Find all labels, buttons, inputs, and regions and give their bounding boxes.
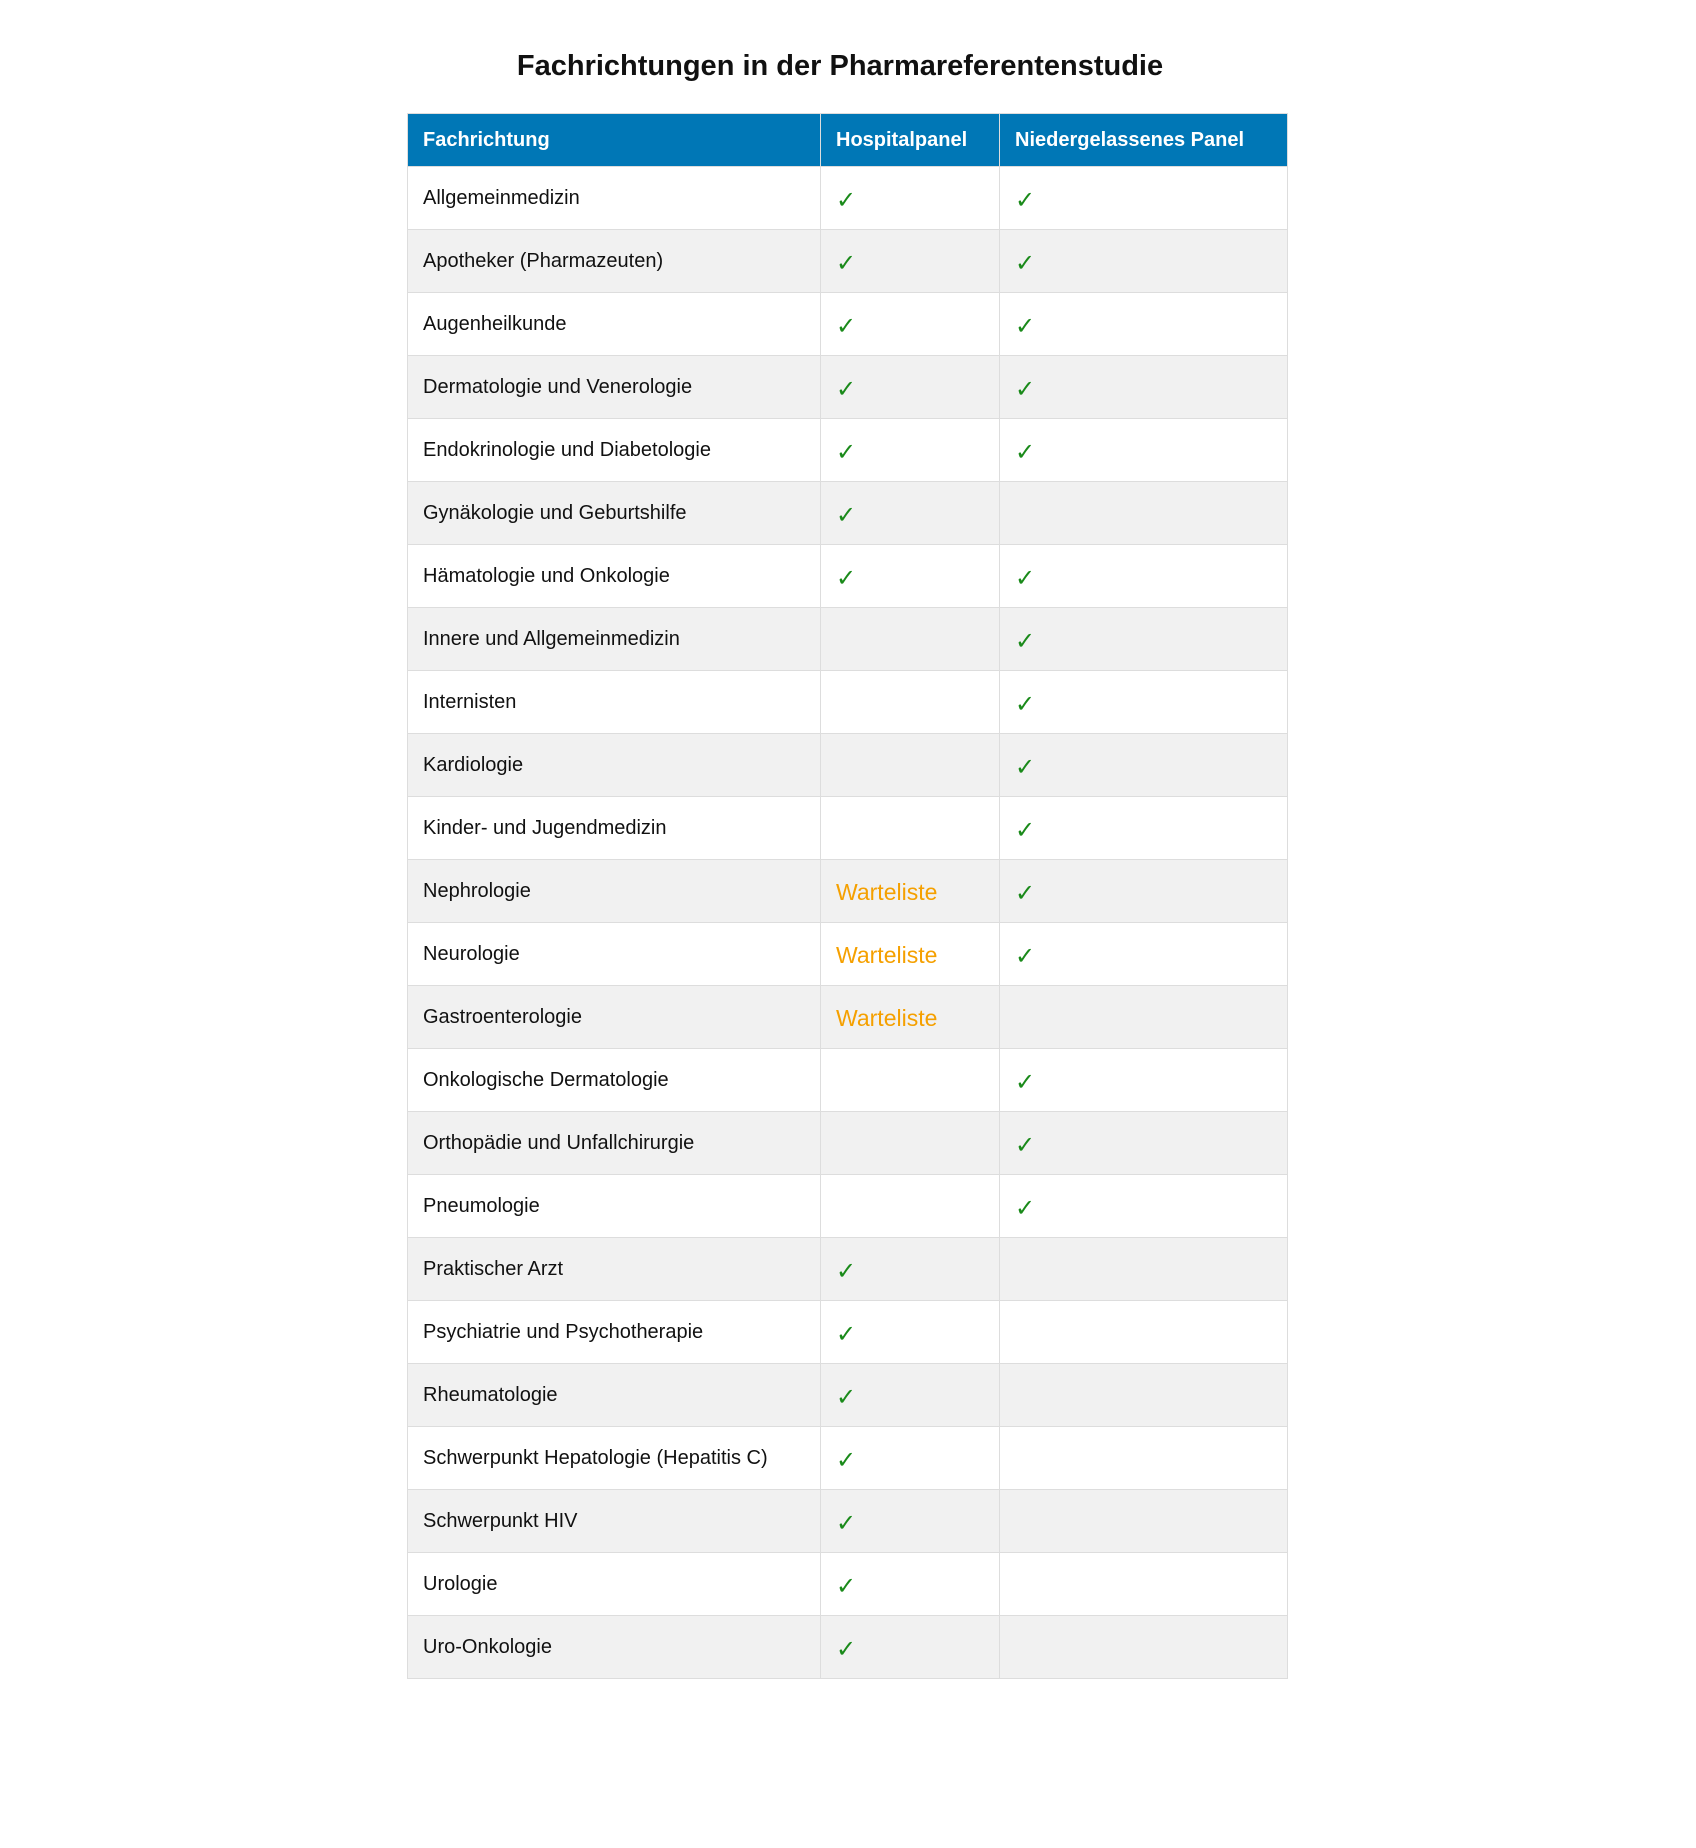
hospitalpanel-cell xyxy=(821,1238,1000,1301)
checkmark-icon: ✓ xyxy=(1015,942,1036,970)
niedergelassenes-panel-cell xyxy=(1000,1553,1288,1616)
hospitalpanel-cell xyxy=(821,1553,1000,1616)
checkmark-icon: ✓ xyxy=(1015,186,1036,214)
checkmark-icon: ✓ xyxy=(1015,627,1036,655)
hospitalpanel-cell xyxy=(821,608,1000,671)
table-row xyxy=(408,545,1288,608)
table-row xyxy=(408,608,1288,671)
checkmark-icon: ✓ xyxy=(836,1446,857,1474)
header-fachrichtung: Fachrichtung xyxy=(408,114,821,167)
hospitalpanel-cell xyxy=(821,545,1000,608)
niedergelassenes-panel-cell xyxy=(1000,1112,1288,1175)
checkmark-icon: ✓ xyxy=(836,375,857,403)
hospitalpanel-cell xyxy=(821,734,1000,797)
hospitalpanel-cell xyxy=(821,986,1000,1049)
checkmark-icon: ✓ xyxy=(836,1635,857,1663)
specialty-name: Augenheilkunde xyxy=(408,293,821,356)
specialty-name: Neurologie xyxy=(408,923,821,986)
checkmark-icon: ✓ xyxy=(836,1572,857,1600)
specialty-name: Nephrologie xyxy=(408,860,821,923)
table-row xyxy=(408,1301,1288,1364)
niedergelassenes-panel-cell xyxy=(1000,1175,1288,1238)
table-row xyxy=(408,1427,1288,1490)
specialty-name: Dermatologie und Venerologie xyxy=(408,356,821,419)
table-row xyxy=(408,923,1288,986)
specialty-name: Endokrinologie und Diabetologie xyxy=(408,419,821,482)
hospitalpanel-cell xyxy=(821,1175,1000,1238)
table-row xyxy=(408,356,1288,419)
waitlist-label: Warteliste xyxy=(836,1004,938,1031)
table-row xyxy=(408,482,1288,545)
specialty-name: Kinder- und Jugendmedizin xyxy=(408,797,821,860)
waitlist-label: Warteliste xyxy=(836,941,938,968)
checkmark-icon: ✓ xyxy=(836,438,857,466)
checkmark-icon: ✓ xyxy=(1015,879,1036,907)
niedergelassenes-panel-cell xyxy=(1000,482,1288,545)
niedergelassenes-panel-cell xyxy=(1000,797,1288,860)
specialty-name: Schwerpunkt Hepatologie (Hepatitis C) xyxy=(408,1427,821,1490)
table-row xyxy=(408,293,1288,356)
table-row xyxy=(408,734,1288,797)
table-row xyxy=(408,1238,1288,1301)
hospitalpanel-cell xyxy=(821,1049,1000,1112)
niedergelassenes-panel-cell xyxy=(1000,1364,1288,1427)
hospitalpanel-cell xyxy=(821,167,1000,230)
niedergelassenes-panel-cell xyxy=(1000,608,1288,671)
checkmark-icon: ✓ xyxy=(1015,249,1036,277)
table-row xyxy=(408,230,1288,293)
specialty-name: Allgemeinmedizin xyxy=(408,167,821,230)
checkmark-icon: ✓ xyxy=(1015,816,1036,844)
specialty-name: Apotheker (Pharmazeuten) xyxy=(408,230,821,293)
checkmark-icon: ✓ xyxy=(1015,1068,1036,1096)
table-row xyxy=(408,167,1288,230)
table-header-row xyxy=(408,114,1288,167)
niedergelassenes-panel-cell xyxy=(1000,671,1288,734)
table-body xyxy=(408,167,1288,1679)
hospitalpanel-cell xyxy=(821,419,1000,482)
niedergelassenes-panel-cell xyxy=(1000,1301,1288,1364)
specialty-name: Uro-Onkologie xyxy=(408,1616,821,1679)
checkmark-icon: ✓ xyxy=(1015,438,1036,466)
checkmark-icon: ✓ xyxy=(836,564,857,592)
specialty-name: Gynäkologie und Geburtshilfe xyxy=(408,482,821,545)
specialty-name: Internisten xyxy=(408,671,821,734)
table-row xyxy=(408,1112,1288,1175)
hospitalpanel-cell xyxy=(821,1616,1000,1679)
hospitalpanel-cell xyxy=(821,1427,1000,1490)
specialty-name: Orthopädie und Unfallchirurgie xyxy=(408,1112,821,1175)
niedergelassenes-panel-cell xyxy=(1000,1049,1288,1112)
table-row xyxy=(408,1553,1288,1616)
checkmark-icon: ✓ xyxy=(836,249,857,277)
niedergelassenes-panel-cell xyxy=(1000,860,1288,923)
specialty-name: Innere und Allgemeinmedizin xyxy=(408,608,821,671)
niedergelassenes-panel-cell xyxy=(1000,923,1288,986)
checkmark-icon: ✓ xyxy=(836,186,857,214)
specialty-name: Psychiatrie und Psychotherapie xyxy=(408,1301,821,1364)
table-row xyxy=(408,671,1288,734)
hospitalpanel-cell xyxy=(821,230,1000,293)
checkmark-icon: ✓ xyxy=(836,1257,857,1285)
waitlist-label: Warteliste xyxy=(836,878,938,905)
page-title: Fachrichtungen in der Pharmareferentenstudie xyxy=(516,50,1164,82)
table-row xyxy=(408,1175,1288,1238)
hospitalpanel-cell xyxy=(821,671,1000,734)
niedergelassenes-panel-cell xyxy=(1000,734,1288,797)
hospitalpanel-cell xyxy=(821,1490,1000,1553)
header-niedergelassenes-panel: Niedergelassenes Panel xyxy=(1000,114,1288,167)
specialty-name: Pneumologie xyxy=(408,1175,821,1238)
hospitalpanel-cell xyxy=(821,482,1000,545)
table-row xyxy=(408,1049,1288,1112)
checkmark-icon: ✓ xyxy=(1015,564,1036,592)
niedergelassenes-panel-cell xyxy=(1000,230,1288,293)
hospitalpanel-cell xyxy=(821,923,1000,986)
table-row xyxy=(408,1364,1288,1427)
checkmark-icon: ✓ xyxy=(836,1383,857,1411)
hospitalpanel-cell xyxy=(821,293,1000,356)
checkmark-icon: ✓ xyxy=(1015,690,1036,718)
specialty-name: Praktischer Arzt xyxy=(408,1238,821,1301)
table-row xyxy=(408,419,1288,482)
table-row xyxy=(408,860,1288,923)
hospitalpanel-cell xyxy=(821,1112,1000,1175)
specialty-table xyxy=(407,113,1288,1679)
niedergelassenes-panel-cell xyxy=(1000,167,1288,230)
checkmark-icon: ✓ xyxy=(836,1509,857,1537)
niedergelassenes-panel-cell xyxy=(1000,1490,1288,1553)
niedergelassenes-panel-cell xyxy=(1000,356,1288,419)
specialty-name: Schwerpunkt HIV xyxy=(408,1490,821,1553)
table-row xyxy=(408,986,1288,1049)
checkmark-icon: ✓ xyxy=(1015,1131,1036,1159)
table-row xyxy=(408,1490,1288,1553)
hospitalpanel-cell xyxy=(821,860,1000,923)
hospitalpanel-cell xyxy=(821,797,1000,860)
niedergelassenes-panel-cell xyxy=(1000,1616,1288,1679)
niedergelassenes-panel-cell xyxy=(1000,419,1288,482)
specialty-name: Hämatologie und Onkologie xyxy=(408,545,821,608)
niedergelassenes-panel-cell xyxy=(1000,1238,1288,1301)
checkmark-icon: ✓ xyxy=(1015,375,1036,403)
checkmark-icon: ✓ xyxy=(1015,1194,1036,1222)
checkmark-icon: ✓ xyxy=(836,501,857,529)
checkmark-icon: ✓ xyxy=(1015,753,1036,781)
niedergelassenes-panel-cell xyxy=(1000,293,1288,356)
table-row xyxy=(408,797,1288,860)
table-row xyxy=(408,1616,1288,1679)
checkmark-icon: ✓ xyxy=(836,312,857,340)
niedergelassenes-panel-cell xyxy=(1000,545,1288,608)
specialty-name: Urologie xyxy=(408,1553,821,1616)
header-hospitalpanel: Hospitalpanel xyxy=(821,114,1000,167)
specialty-name: Kardiologie xyxy=(408,734,821,797)
specialty-name: Onkologische Dermatologie xyxy=(408,1049,821,1112)
checkmark-icon: ✓ xyxy=(836,1320,857,1348)
specialty-name: Gastroenterologie xyxy=(408,986,821,1049)
niedergelassenes-panel-cell xyxy=(1000,986,1288,1049)
hospitalpanel-cell xyxy=(821,1364,1000,1427)
niedergelassenes-panel-cell xyxy=(1000,1427,1288,1490)
checkmark-icon: ✓ xyxy=(1015,312,1036,340)
hospitalpanel-cell xyxy=(821,1301,1000,1364)
specialty-name: Rheumatologie xyxy=(408,1364,821,1427)
hospitalpanel-cell xyxy=(821,356,1000,419)
